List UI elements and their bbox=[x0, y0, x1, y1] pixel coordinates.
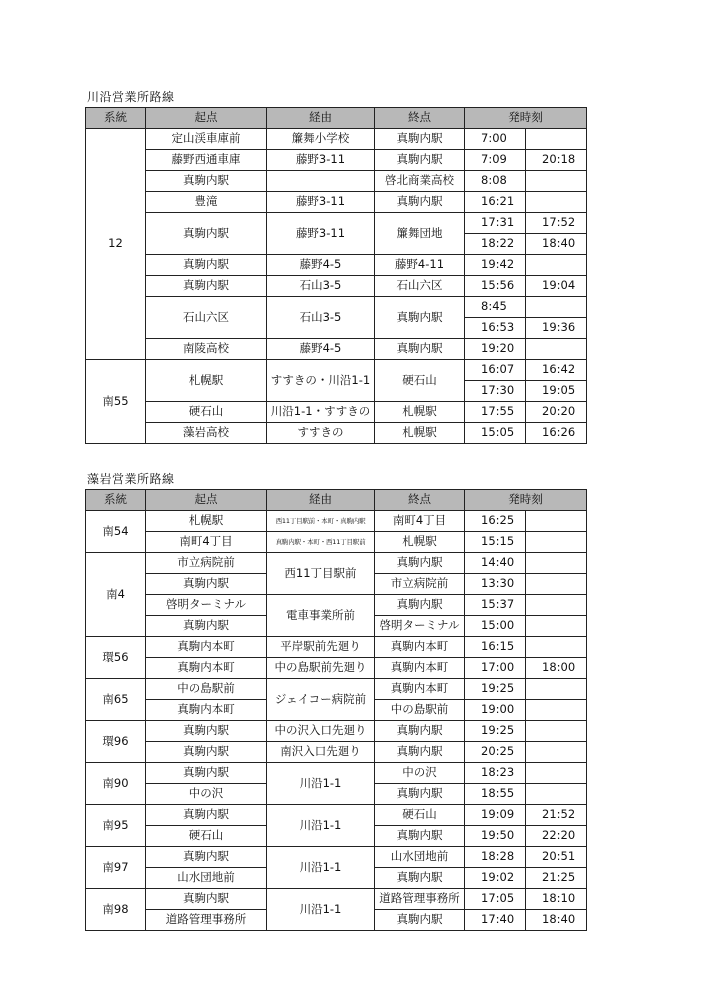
origin-cell: 硬石山 bbox=[146, 826, 267, 847]
destination-cell: 真駒内駅 bbox=[375, 297, 465, 339]
table-row bbox=[86, 637, 587, 658]
destination-cell: 真駒内駅 bbox=[375, 721, 465, 742]
table-row bbox=[86, 763, 587, 784]
via-cell: すすきの・川沿1-1 bbox=[267, 360, 375, 402]
departure-time: 18:40 bbox=[526, 234, 587, 255]
origin-cell: 山水団地前 bbox=[146, 868, 267, 889]
header-row bbox=[86, 490, 587, 511]
via-cell: 西11丁目駅前・本町・真駒内駅 bbox=[267, 511, 375, 532]
destination-cell: 中の島駅前 bbox=[375, 700, 465, 721]
route-number: 南55 bbox=[86, 360, 146, 444]
via-cell: 川沿1-1 bbox=[267, 763, 375, 805]
departure-time: 15:56 bbox=[465, 276, 526, 297]
table-row bbox=[86, 847, 587, 868]
origin-cell: 中の沢 bbox=[146, 784, 267, 805]
departure-time: 15:05 bbox=[465, 423, 526, 444]
departure-time bbox=[526, 339, 587, 360]
table-row bbox=[86, 532, 587, 553]
header-row bbox=[86, 108, 587, 129]
header-shuten: 終点 bbox=[375, 490, 465, 511]
origin-cell: 真駒内駅 bbox=[146, 171, 267, 192]
departure-time: 17:30 bbox=[465, 381, 526, 402]
via-cell: 藤野4-5 bbox=[267, 339, 375, 360]
departure-time: 17:52 bbox=[526, 213, 587, 234]
departure-time: 19:42 bbox=[465, 255, 526, 276]
destination-cell: 真駒内駅 bbox=[375, 742, 465, 763]
departure-time: 19:50 bbox=[465, 826, 526, 847]
departure-time: 17:00 bbox=[465, 658, 526, 679]
via-cell: 川沿1-1 bbox=[267, 847, 375, 889]
destination-cell: 山水団地前 bbox=[375, 847, 465, 868]
origin-cell: 真駒内駅 bbox=[146, 276, 267, 297]
departure-time bbox=[526, 532, 587, 553]
destination-cell: 市立病院前 bbox=[375, 574, 465, 595]
via-cell: 石山3-5 bbox=[267, 297, 375, 339]
via-cell: 藤野3-11 bbox=[267, 192, 375, 213]
departure-time bbox=[526, 742, 587, 763]
departure-time: 18:55 bbox=[465, 784, 526, 805]
table-row bbox=[86, 721, 587, 742]
departure-time: 19:09 bbox=[465, 805, 526, 826]
departure-time bbox=[526, 574, 587, 595]
origin-cell: 札幌駅 bbox=[146, 511, 267, 532]
departure-time: 21:25 bbox=[526, 868, 587, 889]
origin-cell: 真駒内本町 bbox=[146, 658, 267, 679]
destination-cell: 啓明ターミナル bbox=[375, 616, 465, 637]
departure-time: 16:21 bbox=[465, 192, 526, 213]
via-cell: 石山3-5 bbox=[267, 276, 375, 297]
moiwa-timetable bbox=[85, 489, 587, 931]
via-cell bbox=[267, 171, 375, 192]
destination-cell: 真駒内駅 bbox=[375, 553, 465, 574]
via-cell: 南沢入口先廻り bbox=[267, 742, 375, 763]
origin-cell: 真駒内駅 bbox=[146, 847, 267, 868]
departure-time bbox=[526, 679, 587, 700]
header-hatsu: 発時刻 bbox=[465, 108, 587, 129]
departure-time: 20:51 bbox=[526, 847, 587, 868]
departure-time: 8:45 bbox=[465, 297, 526, 318]
destination-cell: 真駒内駅 bbox=[375, 150, 465, 171]
departure-time: 16:15 bbox=[465, 637, 526, 658]
table-row bbox=[86, 150, 587, 171]
origin-cell: 石山六区 bbox=[146, 297, 267, 339]
route-number: 南4 bbox=[86, 553, 146, 637]
destination-cell: 硬石山 bbox=[375, 805, 465, 826]
header-keitou: 系統 bbox=[86, 490, 146, 511]
section-title-kawazoe: 川沿営業所路線 bbox=[87, 90, 175, 104]
departure-time bbox=[526, 192, 587, 213]
destination-cell: 真駒内駅 bbox=[375, 192, 465, 213]
destination-cell: 簾舞団地 bbox=[375, 213, 465, 255]
destination-cell: 啓北商業高校 bbox=[375, 171, 465, 192]
departure-time: 18:40 bbox=[526, 910, 587, 931]
departure-time bbox=[526, 595, 587, 616]
origin-cell: 真駒内駅 bbox=[146, 763, 267, 784]
departure-time: 16:07 bbox=[465, 360, 526, 381]
departure-time bbox=[526, 553, 587, 574]
via-cell: ジェイコー病院前 bbox=[267, 679, 375, 721]
departure-time bbox=[526, 255, 587, 276]
departure-time bbox=[526, 129, 587, 150]
via-cell: 電車事業所前 bbox=[267, 595, 375, 637]
origin-cell: 豊滝 bbox=[146, 192, 267, 213]
departure-time: 20:25 bbox=[465, 742, 526, 763]
table-row bbox=[86, 360, 587, 381]
departure-time: 17:40 bbox=[465, 910, 526, 931]
origin-cell: 啓明ターミナル bbox=[146, 595, 267, 616]
via-cell: 簾舞小学校 bbox=[267, 129, 375, 150]
via-cell: 川沿1-1 bbox=[267, 805, 375, 847]
destination-cell: 札幌駅 bbox=[375, 402, 465, 423]
kawazoe-timetable bbox=[85, 107, 587, 444]
section-title-moiwa: 藻岩営業所路線 bbox=[87, 472, 175, 486]
destination-cell: 藤野4-11 bbox=[375, 255, 465, 276]
via-cell: 真駒内駅・本町・西11丁目駅前 bbox=[267, 532, 375, 553]
route-number: 環96 bbox=[86, 721, 146, 763]
departure-time: 13:30 bbox=[465, 574, 526, 595]
departure-time: 19:36 bbox=[526, 318, 587, 339]
table-row bbox=[86, 511, 587, 532]
route-number: 南54 bbox=[86, 511, 146, 553]
via-cell: 中の島駅前先廻り bbox=[267, 658, 375, 679]
departure-time: 17:55 bbox=[465, 402, 526, 423]
table-row bbox=[86, 595, 587, 616]
via-cell: 平岸駅前先廻り bbox=[267, 637, 375, 658]
departure-time: 21:52 bbox=[526, 805, 587, 826]
departure-time: 16:42 bbox=[526, 360, 587, 381]
header-kiten: 起点 bbox=[146, 490, 267, 511]
origin-cell: 真駒内駅 bbox=[146, 616, 267, 637]
destination-cell: 真駒内駅 bbox=[375, 784, 465, 805]
departure-time: 7:09 bbox=[465, 150, 526, 171]
departure-time: 18:23 bbox=[465, 763, 526, 784]
table-row bbox=[86, 423, 587, 444]
table-row bbox=[86, 402, 587, 423]
origin-cell: 定山渓車庫前 bbox=[146, 129, 267, 150]
via-cell: 西11丁目駅前 bbox=[267, 553, 375, 595]
departure-time: 18:00 bbox=[526, 658, 587, 679]
route-number: 12 bbox=[86, 129, 146, 360]
departure-time: 18:28 bbox=[465, 847, 526, 868]
departure-time: 16:26 bbox=[526, 423, 587, 444]
origin-cell: 道路管理事務所 bbox=[146, 910, 267, 931]
departure-time: 16:53 bbox=[465, 318, 526, 339]
departure-time: 19:25 bbox=[465, 721, 526, 742]
via-cell: 川沿1-1 bbox=[267, 889, 375, 931]
departure-time: 20:20 bbox=[526, 402, 587, 423]
origin-cell: 真駒内駅 bbox=[146, 213, 267, 255]
origin-cell: 硬石山 bbox=[146, 402, 267, 423]
origin-cell: 藻岩高校 bbox=[146, 423, 267, 444]
destination-cell: 真駒内駅 bbox=[375, 826, 465, 847]
departure-time: 7:00 bbox=[465, 129, 526, 150]
departure-time: 22:20 bbox=[526, 826, 587, 847]
via-cell: 藤野3-11 bbox=[267, 213, 375, 255]
destination-cell: 札幌駅 bbox=[375, 532, 465, 553]
origin-cell: 真駒内本町 bbox=[146, 700, 267, 721]
departure-time: 14:40 bbox=[465, 553, 526, 574]
via-cell: すすきの bbox=[267, 423, 375, 444]
departure-time: 8:08 bbox=[465, 171, 526, 192]
table-row bbox=[86, 553, 587, 574]
departure-time: 19:02 bbox=[465, 868, 526, 889]
route-number: 南90 bbox=[86, 763, 146, 805]
destination-cell: 石山六区 bbox=[375, 276, 465, 297]
header-hatsu: 発時刻 bbox=[465, 490, 587, 511]
table-row bbox=[86, 276, 587, 297]
departure-time: 19:25 bbox=[465, 679, 526, 700]
header-shuten: 終点 bbox=[375, 108, 465, 129]
departure-time bbox=[526, 637, 587, 658]
origin-cell: 札幌駅 bbox=[146, 360, 267, 402]
destination-cell: 南町4丁目 bbox=[375, 511, 465, 532]
departure-time bbox=[526, 763, 587, 784]
departure-time bbox=[526, 784, 587, 805]
departure-time bbox=[526, 700, 587, 721]
destination-cell: 真駒内駅 bbox=[375, 868, 465, 889]
departure-time bbox=[526, 511, 587, 532]
origin-cell: 真駒内駅 bbox=[146, 721, 267, 742]
destination-cell: 真駒内駅 bbox=[375, 595, 465, 616]
departure-time: 19:04 bbox=[526, 276, 587, 297]
origin-cell: 市立病院前 bbox=[146, 553, 267, 574]
departure-time: 15:00 bbox=[465, 616, 526, 637]
destination-cell: 道路管理事務所 bbox=[375, 889, 465, 910]
departure-time: 19:05 bbox=[526, 381, 587, 402]
departure-time: 17:05 bbox=[465, 889, 526, 910]
destination-cell: 真駒内本町 bbox=[375, 658, 465, 679]
destination-cell: 中の沢 bbox=[375, 763, 465, 784]
header-keitou: 系統 bbox=[86, 108, 146, 129]
departure-time: 16:25 bbox=[465, 511, 526, 532]
origin-cell: 南町4丁目 bbox=[146, 532, 267, 553]
via-cell: 中の沢入口先廻り bbox=[267, 721, 375, 742]
departure-time: 18:22 bbox=[465, 234, 526, 255]
destination-cell: 真駒内本町 bbox=[375, 679, 465, 700]
departure-time: 19:20 bbox=[465, 339, 526, 360]
departure-time bbox=[526, 616, 587, 637]
route-number: 南97 bbox=[86, 847, 146, 889]
route-number: 南65 bbox=[86, 679, 146, 721]
table-row bbox=[86, 658, 587, 679]
departure-time: 15:15 bbox=[465, 532, 526, 553]
origin-cell: 真駒内本町 bbox=[146, 637, 267, 658]
origin-cell: 真駒内駅 bbox=[146, 255, 267, 276]
header-keiyu: 経由 bbox=[267, 108, 375, 129]
route-number: 南98 bbox=[86, 889, 146, 931]
origin-cell: 真駒内駅 bbox=[146, 742, 267, 763]
destination-cell: 硬石山 bbox=[375, 360, 465, 402]
origin-cell: 中の島駅前 bbox=[146, 679, 267, 700]
departure-time bbox=[526, 297, 587, 318]
table-row bbox=[86, 742, 587, 763]
table-row bbox=[86, 805, 587, 826]
via-cell: 藤野3-11 bbox=[267, 150, 375, 171]
departure-time: 15:37 bbox=[465, 595, 526, 616]
departure-time: 20:18 bbox=[526, 150, 587, 171]
origin-cell: 真駒内駅 bbox=[146, 805, 267, 826]
origin-cell: 真駒内駅 bbox=[146, 574, 267, 595]
departure-time: 18:10 bbox=[526, 889, 587, 910]
table-row bbox=[86, 171, 587, 192]
table-row bbox=[86, 213, 587, 234]
table-row bbox=[86, 679, 587, 700]
header-kiten: 起点 bbox=[146, 108, 267, 129]
destination-cell: 札幌駅 bbox=[375, 423, 465, 444]
departure-time bbox=[526, 171, 587, 192]
origin-cell: 真駒内駅 bbox=[146, 889, 267, 910]
via-cell: 藤野4-5 bbox=[267, 255, 375, 276]
table-row bbox=[86, 297, 587, 318]
route-number: 環56 bbox=[86, 637, 146, 679]
table-row bbox=[86, 339, 587, 360]
destination-cell: 真駒内駅 bbox=[375, 129, 465, 150]
destination-cell: 真駒内駅 bbox=[375, 910, 465, 931]
origin-cell: 南陵高校 bbox=[146, 339, 267, 360]
table-row bbox=[86, 192, 587, 213]
table-row bbox=[86, 255, 587, 276]
header-keiyu: 経由 bbox=[267, 490, 375, 511]
table-row bbox=[86, 889, 587, 910]
origin-cell: 藤野西通車庫 bbox=[146, 150, 267, 171]
departure-time bbox=[526, 721, 587, 742]
destination-cell: 真駒内駅 bbox=[375, 339, 465, 360]
via-cell: 川沿1-1・すすきの bbox=[267, 402, 375, 423]
departure-time: 17:31 bbox=[465, 213, 526, 234]
destination-cell: 真駒内本町 bbox=[375, 637, 465, 658]
departure-time: 19:00 bbox=[465, 700, 526, 721]
route-number: 南95 bbox=[86, 805, 146, 847]
table-row bbox=[86, 129, 587, 150]
